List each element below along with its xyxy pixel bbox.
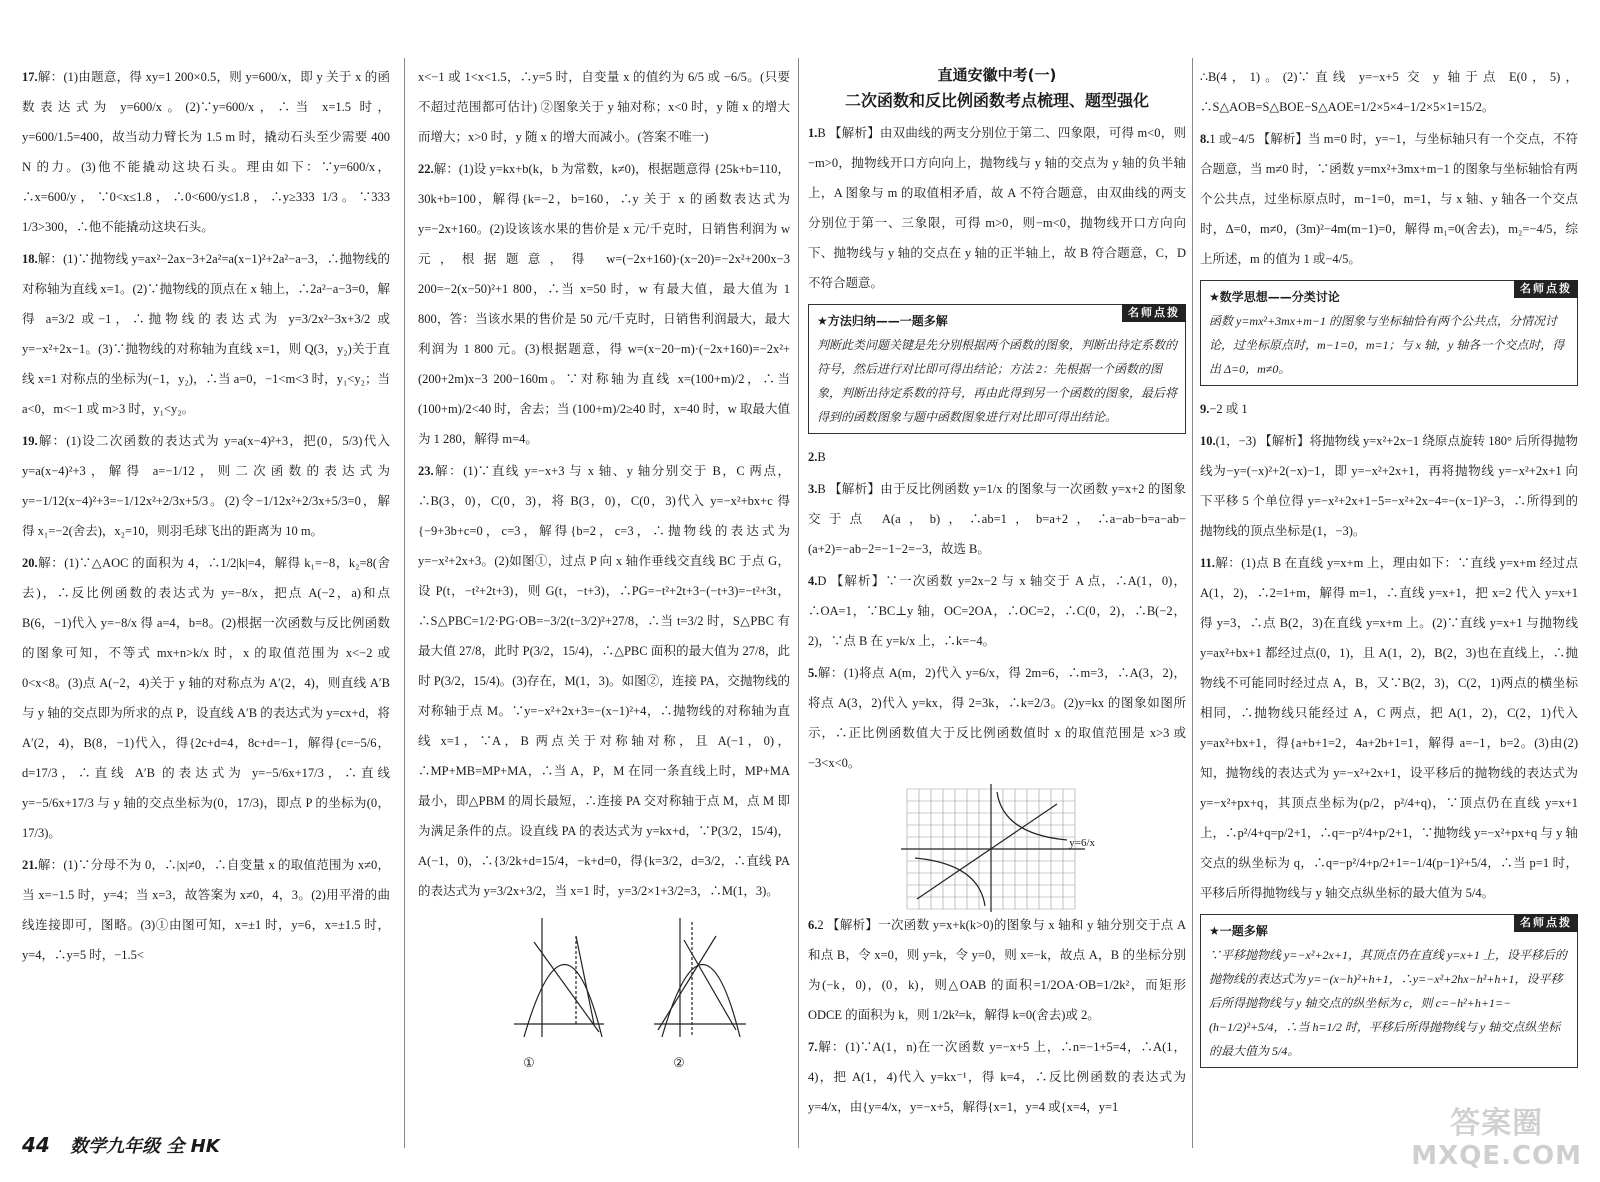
column-divider-1 [404,58,405,1148]
tip-badge: 名师点拨 [1122,304,1186,322]
tip-heading: ★数学思想——分类讨论 [1209,290,1340,304]
answer-11 [1200,548,1578,908]
answer-text: 解：(1)∵直线 y=−x+3 与 x 轴、y 轴分别交于 B，C 两点，∴B(3，0)，C(0，3)，将 B(3，0)，C(0，3)代入 y=−x²+bx+c 得{−9+3b+c=0，c=3，解得{b=2，c=3，∴抛物线的表达式为 y=−x²+2x+3。(2)如图①，过点 P 向 x 轴作垂线交直线 BC 于点 G，设 P(t，−t²+2t+3)，则 G(t，−t+3)，∴PG=−t²+2t+3−(−t+3)=−t²+3t，∴S△PBC=1/2·PG·OB=−3/2(t−3/2)²+27/8，∴当 t=3/2 时，S△PBC 有最大值 27/8，此时 P(3/2，15/4)，∴△PBC 面积的最大值为 27/8，此时 P(3/2，15/4)。(3)存在，M(1，3)。如图②，连接 PA，交抛物线的对称轴于点 M。∵y=−x²+2x+3=−(x−1)²+4，∴抛物线的对称轴为直线 x=1，∵A，B 两点关于对称轴对称，且 A(−1，0)，∴MP+MB=MP+MA，∴当 A，P，M 在同一条直线上时，MP+MA 最小，即△PBM 的周长最短，∴连接 PA 交对称轴于点 M，点 M 即为满足条件的点。设直线 PA 的表达式为 y=kx+d，∵P(3/2，15/4)，A(−1，0)，∴{3/2k+d=15/4，−k+d=0，得{k=3/2，d=3/2，∴直线 PA 的表达式为 y=3/2x+3/2，当 x=1 时，y=3/2×1+3/2=3，∴M(1，3)。 [418,464,790,898]
answer-column-4 [1200,62,1578,1076]
question-number: 18. [22,252,38,266]
answer-text: 解：(1)由题意，得 xy=1 200×0.5，则 y=600/x，即 y 关于 x 的函数表达式为 y=600/x。(2)∵y=600/x，∴当 x=1.5 时，y=600/1.5=400，故当动力臂长为 1.5 m 时，撬动石头至少需要 400 N 的力。(3)他不能撬动这块石头。理由如下：∵y=600/x，∴x=600/y，∵0<x≤1.8，∴0<600/y≤1.8，∴y≥333 1/3。∵333 1/3>300，∴他不能撬动这块石头。 [22,70,390,234]
answer-7-continued [1200,62,1578,122]
tip-box-method [808,304,1186,434]
section-title-main: 直通安徽中考(一) [937,66,1057,84]
question-number: 20. [22,556,38,570]
answer-22 [418,154,790,454]
answer-text: 解：(1)∵A(1，n)在一次函数 y=−x+5 上，∴n=−1+5=4，∴A(1，4)，把 A(1，4)代入 y=kx⁻¹，得 k=4，∴反比例函数的表达式为 y=4/x，由{y=4/x，y=−x+5，解得{x=1，y=4 或{x=4，y=1 [808,1040,1186,1114]
column-divider-3 [1192,58,1193,1148]
answer-18 [22,244,390,424]
answer-text: 2 【解析】一次函数 y=x+k(k>0)的图象与 x 轴和 y 轴分别交于点 A 和点 B，令 x=0，则 y=k，令 y=0，则 x=−k，故点 A，B 的坐标分别为(−k，0)，(0，k)，则△OAB 的面积=1/2OA·OB=1/2k²，而矩形 ODCE 的面积为 k，则 1/2k²=k，解得 k=0(舍去)或 2。 [808,918,1186,1022]
hyperbola-branch-1 [997,792,1067,840]
answer-text: x<−1 或 1<x<1.5，∴y=5 时，自变量 x 的值约为 6/5 或 −6/5。(只要不超过范围都可估计) ②图象关于 y 轴对称；x<0 时，y 随 x 的增大而增大；x>0 时，y 随 x 的增大而减小。(答案不唯一) [418,70,790,144]
question-number: 7. [808,1040,818,1054]
question-number: 1. [808,126,818,140]
watermark [1411,1108,1582,1172]
line-pb [576,936,594,1024]
answer-9 [1200,394,1578,424]
question-number: 11. [1200,556,1215,570]
book-title: 数学九年级 全 HK [70,1136,220,1157]
answer-10 [1200,426,1578,546]
question-number: 8. [1200,132,1210,146]
answer-text: ∴B(4，1)。(2)∵直线 y=−x+5 交 y 轴于点 E(0，5)，∴S△AOB=S△BOE−S△AOE=1/2×5×4−1/2×5×1=15/2。 [1200,70,1578,114]
answer-5 [808,658,1186,778]
tip-box-multiple-solutions [1200,914,1578,1068]
answer-text: (1，−3) 【解析】将抛物线 y=x²+2x−1 绕原点旋转 180° 后所得抛物线为−y=(−x)²+2(−x)−1，即 y=−x²+2x+1，再将抛物线 y=−x²+2x+1 向下平移 5 个单位得 y=−x²+2x+1−5=−x²+2x−4=−(x−1)²−3，∴所得到的抛物线的顶点坐标是(1，−3)。 [1200,434,1578,538]
coordinate-grid-figure [897,784,1097,914]
answer-17 [22,62,390,242]
tip-body: 函数 y=mx²+3mx+m−1 的图象与坐标轴恰有两个公共点，分情况讨论，过坐标原点时，m−1=0，m=1；与 x 轴，y 轴各一个交点时，得出 Δ=0，m≠0。 [1209,314,1565,376]
answer-text: 1 或−4/5 【解析】当 m=0 时，y=−1，与坐标轴只有一个交点，不符合题意，当 m≠0 时，∵函数 y=mx²+3mx+m−1 的图象与坐标轴恰有两个公共点，过坐标原点时，m−1=0，m=1，与 x 轴、y 轴各一个交点时，Δ=0，m≠0，(3m)²−4m(m−1)=0，解得 m₁=0(舍去)，m₂=−4/5，综上所述，m 的值为 1 或−4/5。 [1200,132,1578,266]
tip-badge: 名师点拨 [1514,914,1578,932]
answer-text: 解：(1)将点 A(m，2)代入 y=6/x，得 2m=6，∴m=3，∴A(3，2)，将点 A(3，2)代入 y=kx，得 2=3k，∴k=2/3。(2)y=kx 的图象如图所示，∴正比例函数值大于反比例函数值时 x 的取值范围是 x>3 或−3<x<0。 [808,666,1186,770]
answer-4 [808,566,1186,656]
answer-text: B 【解析】由双曲线的两支分别位于第二、四象限，可得 m<0，则−m>0，抛物线开口方向向上，抛物线与 y 轴的交点为 y 轴的负半轴上，A 图象与 m 的取值相矛盾，故 A 不符合题意，由双曲线的两支分别位于第一、三象限，可得 m>0，则−m<0，抛物线开口方向向下、抛物线与 y 轴的交点在 y 轴的正半轴上，故 B 符合题意，C，D 不符合题意。 [808,126,1186,290]
parabola-curve [662,965,740,1038]
figure-label-2: ② [673,1055,685,1070]
answer-text: 解：(1)∵△AOC 的面积为 4，∴1/2|k|=4，解得 k₁=−8，k₂=8(舍去)，∴反比例函数的表达式为 y=−8/x，把点 A(−2，a)和点 B(6，−1)代入 y=−8/x 得 a=4，b=8。(2)根据一次函数与反比例函数的图象可知，不等式 mx+n>k/x 时，x 的取值范围为 x<−2 或 0<x<8。(3)点 A(−2，4)关于 y 轴的对称点为 A′(2，4)，则直线 A′B 与 y 轴的交点即为所求的点 P，设直线 A′B 的表达式为 y=cx+d，将 A′(2，4)，B(8，−1)代入，得{2c+d=4，8c+d=−1，解得{c=−5/6，d=17/3，∴直线 A′B 的表达式为 y=−5/6x+17/3，∴直线 y=−5/6x+17/3 与 y 轴的交点坐标为(0，17/3)，即点 P 的坐标为(0，17/3)。 [22,556,390,840]
answer-text: B 【解析】由于反比例函数 y=1/x 的图象与一次函数 y=x+2 的图象交于点 A(a，b)，∴ab=1，b=a+2，∴a−ab−b=a−ab−(a+2)=−ab−2=−1−2=−3，故选 B。 [808,482,1186,556]
graph-curve-label: y=6/x [1069,837,1095,849]
figure-1 [514,918,604,1037]
question-number: 3. [808,482,818,496]
parabola-figures [454,912,754,1042]
page-number: 44 [22,1133,50,1157]
answer-21-continued [418,62,790,152]
question-number: 17. [22,70,38,84]
watermark-line-2: MXQE.COM [1411,1141,1582,1171]
tip-heading: ★一题多解 [1209,924,1268,938]
hyperbola-branch-2 [915,858,985,906]
figure-labels [454,1048,754,1078]
answer-2 [808,442,1186,472]
parabola-curve [524,965,602,1038]
line-bc [534,942,599,1032]
answer-text: 解：(1)∵分母不为 0，∴|x|≠0，∴自变量 x 的取值范围为 x≠0，当 x=−1.5 时，y=4；当 x=3，故答案为 x≠0，4，3。(2)用平滑的曲线连接即可，图略。(3)①由图可知，x=±1 时，y=6，x=±1.5 时，y=4，∴y=5 时，−1.5< [22,858,390,962]
tip-badge: 名师点拨 [1514,280,1578,298]
page-footer [22,1130,220,1162]
line-pa [658,936,716,1030]
question-number: 23. [418,464,434,478]
tip-heading: ★方法归纳——一题多解 [817,314,948,328]
answer-23 [418,456,790,906]
question-number: 19. [22,434,38,448]
answer-text: 解：(1)∵抛物线 y=ax²−2ax−3+2a²=a(x−1)²+2a²−a−3，∴抛物线的对称轴为直线 x=1。(2)∵抛物线的顶点在 x 轴上，∴2a²−a−3=0，解得 a=3/2 或−1，∴抛物线的表达式为 y=3/2x²−3x+3/2 或 y=−x²+2x−1。(3)∵抛物线的对称轴为直线 x=1，则 Q(3，y₂)关于直线 x=1 对称点的坐标为(−1，y₂)，∴当 a=0，−1<m<3 时，y₁<y₂；当 a<0，m<−1 或 m>3 时，y₁<y₂。 [22,252,390,416]
answer-20 [22,548,390,848]
answer-text: 解：(1)点 B 在直线 y=x+m 上，理由如下：∵直线 y=x+m 经过点 A(1，2)，∴2=1+m，解得 m=1，∴直线 y=x+1，把 x=2 代入 y=x+1 得 y=3，∴点 B(2，3)在直线 y=x+m 上。(2)∵直线 y=x+1 与抛物线 y=ax²+bx+1 都经过点(0，1)，且 A(1，2)，B(2，3)也在直线上，∴抛物线不可能同时经过点 A，B，又∵B(2，3)，C(2，1)两点的横坐标相同，∴抛物线只能经过 A，C 两点，把 A(1，2)，C(2，1)代入 y=ax²+bx+1，得{a+b+1=2，4a+2b+1=1，解得 a=−1，b=2。(3)由(2)知，抛物线的表达式为 y=−x²+2x+1，设平移后的抛物线的表达式为 y=−x²+px+q，其顶点坐标为(p/2，p²/4+q)，∵顶点仍在直线 y=x+1 上，∴p²/4+q=p/2+1，∴q=−p²/4+p/2+1，∵抛物线 y=−x²+px+q 与 y 轴交点的纵坐标为 q，∴q=−p²/4+p/2+1=−1/4(p−1)²+5/4，∴当 p=1 时，平移后所得抛物线与 y 轴交点纵坐标的最大值为 5/4。 [1200,556,1578,900]
tip-body: ∵平移抛物线 y=−x²+2x+1，其顶点仍在直线 y=x+1 上，设平移后的抛物线的表达式为 y=−(x−h)²+h+1，∴y=−x²+2hx−h²+h+1，设平移后所得抛物线与 y 轴交点的纵坐标为 c，则 c=−h²+h+1=−(h−1/2)²+5/4，∴当 h=1/2 时，平移后所得抛物线与 y 轴交点纵坐标的最大值为 5/4。 [1209,948,1567,1058]
tip-box-math-thinking [1200,280,1578,386]
tip-body: 判断此类问题关键是先分别根据两个函数的图象，判断出待定系数的符号，然后进行对比即可得出结论；方法 2：先根据一个函数的图象，判断出待定系数的符号，再由此得到另一个函数的图象，最后将得到的函数图象与题中函数图象进行对比即可得出结论。 [817,338,1178,424]
answer-8 [1200,124,1578,274]
answer-21 [22,850,390,970]
answer-text: B [817,450,826,464]
question-number: 2. [808,450,818,464]
answer-19 [22,426,390,546]
section-title-sub: 二次函数和反比例函数考点梳理、题型强化 [844,91,1149,110]
answer-6 [808,910,1186,1030]
question-number: 6. [808,918,818,932]
column-divider-2 [798,58,799,1148]
answer-text: −2 或 1 [1209,402,1248,416]
answer-column-3 [808,62,1186,1124]
figure-2 [654,918,746,1037]
answer-7 [808,1032,1186,1122]
watermark-line-1: 答案圈 [1450,1106,1544,1141]
answer-text: 解：(1)设 y=kx+b(k，b 为常数，k≠0)，根据题意得 {25k+b=110，30k+b=100，解得{k=−2，b=160，∴y 关于 x 的函数表达式为 y=−2x+160。(2)设该该水果的售价是 x 元/千克时，日销售利润为 w 元，根据题意，得 w=(−2x+160)·(x−20)=−2x²+200x−3 200=−2(x−50)²+1 800，∴当 x=50 时，w 有最大值，最大值为 1 800，答：当该水果的售价是 50 元/千克时，日销售利润最大，最大利润为 1 800 元。(3)根据题意，得 w=(x−20−m)·(−2x+160)=−2x²+(200+2m)x−3 200−160m。∵对称轴为直线 x=(100+m)/2，∴当 (100+m)/2<40 时，舍去；当 (100+m)/2≥40 时，x=40 时，w 取最大值为 1 280，解得 m=4。 [418,162,790,446]
answer-3 [808,474,1186,564]
answer-text: D 【解析】∵一次函数 y=2x−2 与 x 轴交于 A 点，∴A(1，0)，∴OA=1，∵BC⊥y 轴，OC=2OA，∴OC=2，∴C(0，2)，∴B(−2，2)，∵点 B 在 y=k/x 上，∴k=−4。 [808,574,1186,648]
answer-column-2 [418,62,790,1078]
question-number: 9. [1200,402,1210,416]
answer-column-1 [22,62,390,972]
question-number: 21. [22,858,38,872]
question-number: 22. [418,162,434,176]
figure-label-1: ① [523,1055,535,1070]
question-number: 4. [808,574,818,588]
question-number: 5. [808,666,818,680]
answer-text: 解：(1)设二次函数的表达式为 y=a(x−4)²+3，把(0，5/3)代入 y=a(x−4)²+3，解得 a=−1/12，则二次函数的表达式为 y=−1/12(x−4)²+3=−1/12x²+2/3x+5/3。(2)令−1/12x²+2/3x+5/3=0，解得 x₁=−2(舍去)，x₂=10，则羽毛球飞出的距离为 10 m。 [22,434,390,538]
answer-1 [808,118,1186,298]
question-number: 10. [1200,434,1216,448]
section-title [808,62,1186,114]
